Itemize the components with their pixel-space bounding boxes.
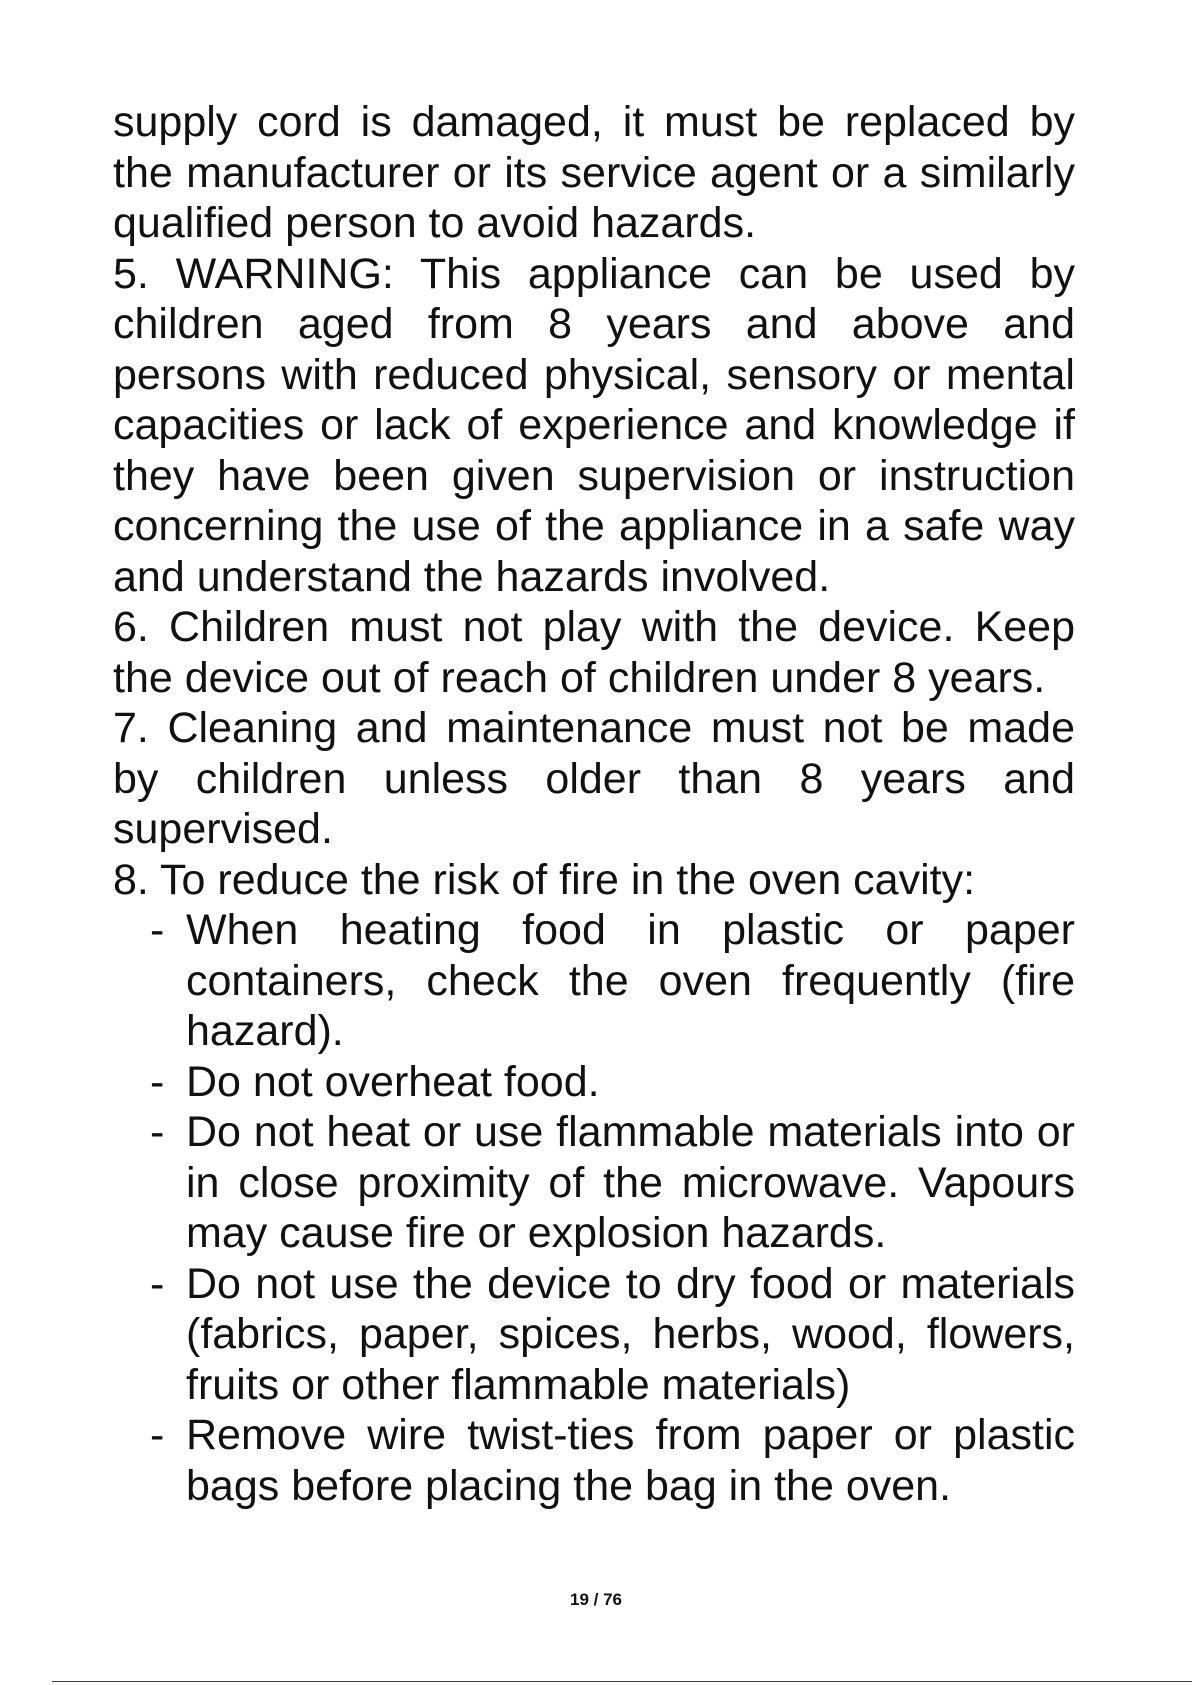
bullet-text: When heating food in plastic or paper containers, check the oven frequently (fire hazard). [186, 906, 1075, 1055]
list-item [113, 1410, 1075, 1511]
bullet-dash: - [150, 906, 165, 954]
bullet-text: Do not heat or use flammable materials into or in close proximity of the microwave. Vapours may cause fire or explosion hazards. [186, 1108, 1075, 1257]
bullet-text: Do not overheat food. [186, 1057, 600, 1106]
paragraph-children-play: 6. Children must not play with the device. Keep the device out of reach of children under 8 years. [113, 603, 1075, 702]
paragraph-cleaning-maintenance: 7. Cleaning and maintenance must not be made by children unless older than 8 years and supervised. [113, 704, 1075, 853]
bullet-text: Do not use the device to dry food or materials (fabrics, paper, spices, herbs, wood, flowers, fruits or other flammable materials) [186, 1259, 1075, 1409]
paragraph-power-cord: supply cord is damaged, it must be replaced by the manufacturer or its service agent or a similarly qualified person to avoid hazards. [113, 98, 1075, 247]
bullet-dash: - [150, 1057, 165, 1106]
paragraph-fire-risk-heading: 8. To reduce the risk of fire in the oven cavity: [113, 855, 976, 904]
list-item [113, 905, 1075, 1057]
bullet-dash: - [150, 1411, 165, 1459]
page-number: 19 / 76 [570, 1590, 622, 1609]
paragraph-warning-children: 5. WARNING: This appliance can be used by children aged from 8 years and above and persons with reduced physical, sensory or mental capacities or lack of experience and knowledge if they have been given supervision or instruction concerning the use of the appliance in a safe way and understand the hazards involved. [113, 249, 1075, 601]
fire-risk-bullet-list [113, 905, 1075, 1511]
document-body [113, 97, 1075, 1511]
list-item [113, 1259, 1075, 1411]
footer-divider [52, 1681, 1192, 1682]
bullet-dash: - [150, 1259, 165, 1308]
bullet-text: Remove wire twist-ties from paper or plastic bags before placing the bag in the oven. [186, 1411, 1075, 1510]
list-item [113, 1107, 1075, 1259]
bullet-dash: - [150, 1108, 165, 1156]
list-item [113, 1057, 1075, 1108]
